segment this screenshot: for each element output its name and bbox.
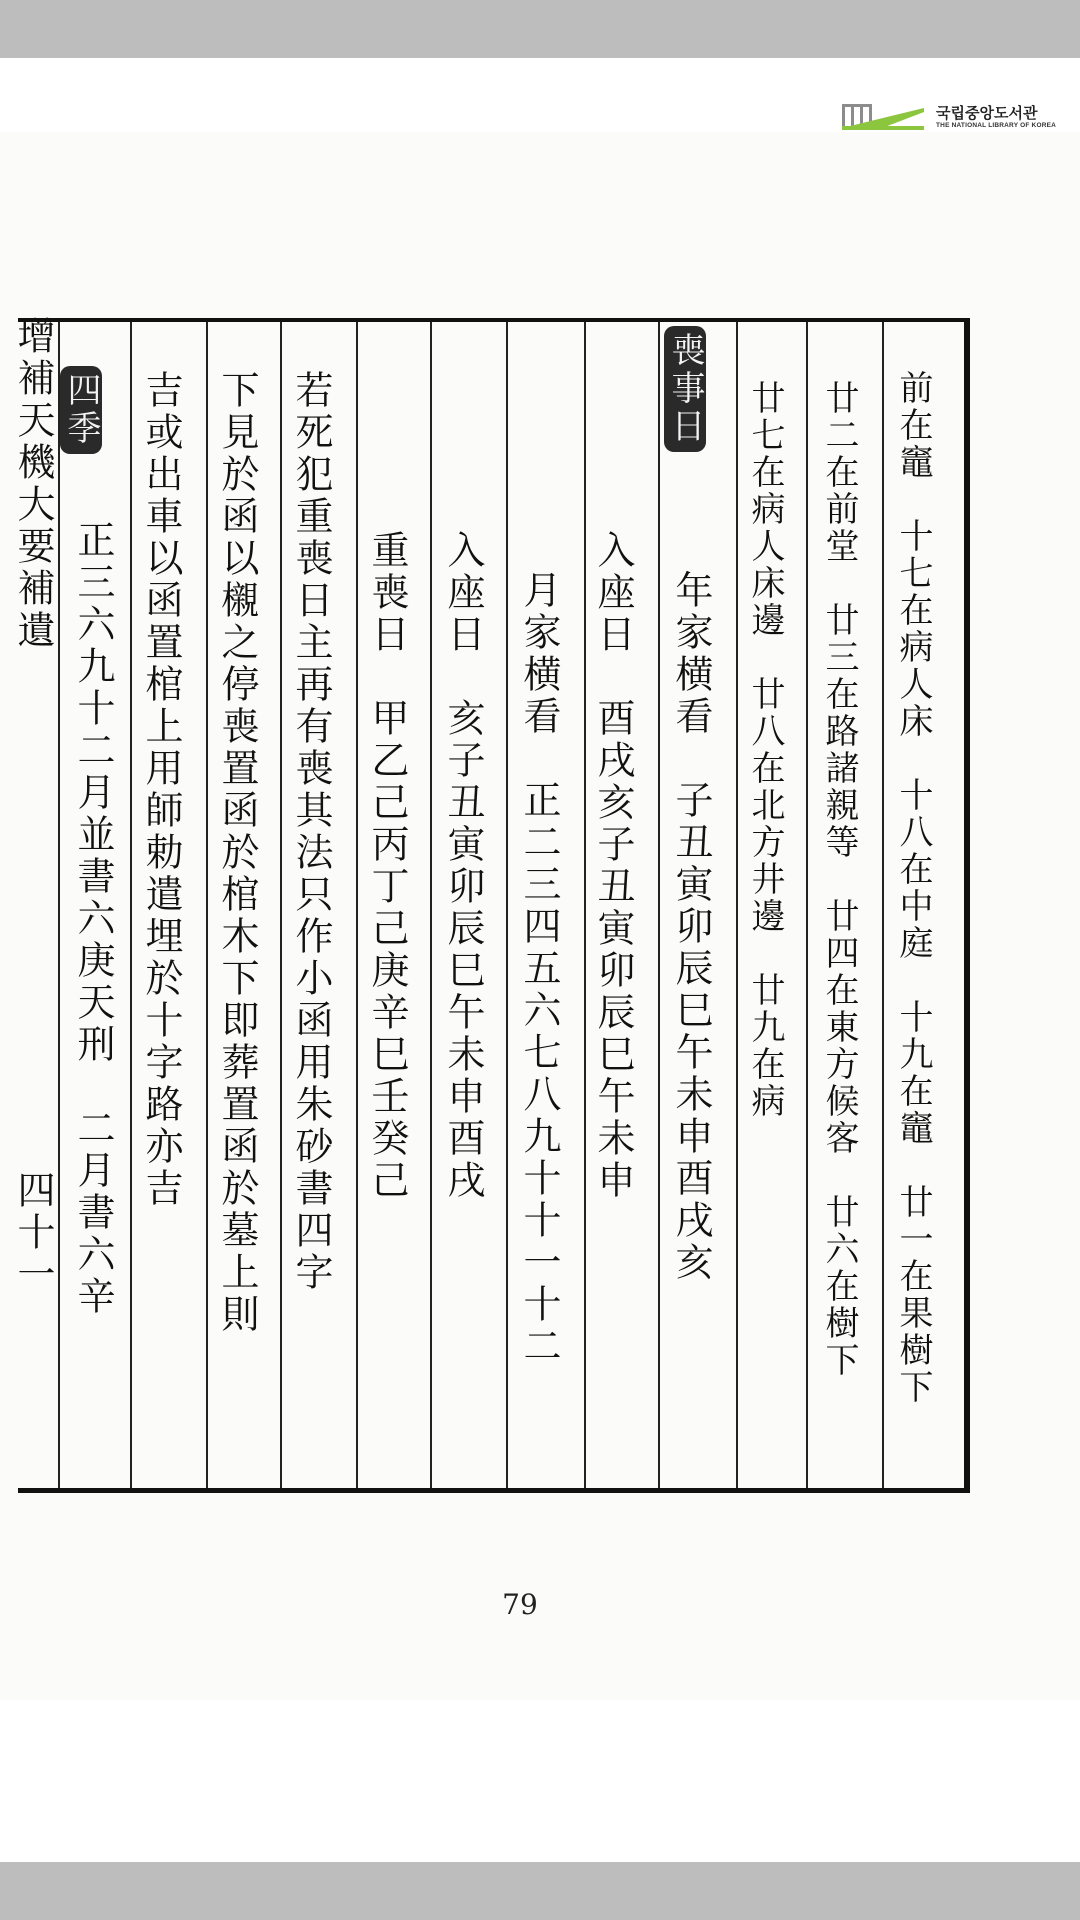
text-column: 正三六九十二月並書六庚天刑 二月書六辛 <box>71 520 115 1318</box>
bottom-bar <box>0 1862 1080 1920</box>
text-column: 月家横看 正二三四五六七八九十十一十二 <box>517 570 561 1368</box>
column-rule <box>658 322 660 1488</box>
page-number: 79 <box>502 1588 538 1621</box>
text-column: 廿七在病人床邊 廿八在北方井邊 廿九在病 <box>745 380 785 1120</box>
text-column: 前在竈 十七在病人床 十八在中庭 十九在竈 廿一在果樹下 <box>893 370 933 1406</box>
text-column: 入座日 亥子丑寅卯辰巳午未申酉戌 <box>441 530 485 1202</box>
column-rule <box>130 322 132 1488</box>
column-rule <box>806 322 808 1488</box>
text-column: 下見於函以櫬之停喪置函於棺木下即葬置函於墓上則 <box>215 370 259 1336</box>
folio-number: 四十一 <box>11 1170 55 1296</box>
column-rule <box>430 322 432 1488</box>
library-logo <box>842 100 1062 136</box>
column-rule <box>206 322 208 1488</box>
frame-border-bottom <box>18 1488 970 1493</box>
frame-border-top <box>18 318 970 322</box>
text-column: 重喪日 甲乙己丙丁己庚辛巳壬癸己 <box>365 530 409 1202</box>
column-rule <box>882 322 884 1488</box>
top-bar <box>0 0 1080 58</box>
column-rule <box>280 322 282 1488</box>
text-column: 廿二在前堂 廿三在路諸親等 廿四在東方候客 廿六在樹下 <box>819 380 859 1379</box>
frame-border-right <box>964 318 970 1493</box>
book-title-margin: 增補天機大要補遺 <box>11 316 55 652</box>
section-seal-label: 喪事日 <box>664 326 706 452</box>
library-logo-icon <box>842 102 924 132</box>
section-seal-label: 四季 <box>60 366 102 454</box>
column-rule <box>584 322 586 1488</box>
text-column: 若死犯重喪日主再有喪其法只作小函用朱砂書四字 <box>289 370 333 1294</box>
column-rule <box>506 322 508 1488</box>
text-column: 年家横看 子丑寅卯辰巳午未申酉戌亥 <box>669 570 713 1284</box>
text-column: 吉或出車以函置棺上用師勅遣埋於十字路亦吉 <box>139 370 183 1210</box>
column-rule <box>58 322 60 1488</box>
column-rule <box>356 322 358 1488</box>
text-column: 入座日 酉戌亥子丑寅卯辰巳午未申 <box>591 530 635 1202</box>
library-name-korean: 국립중앙도서관 <box>936 104 1038 122</box>
library-name-english: THE NATIONAL LIBRARY OF KOREA <box>936 122 1057 129</box>
column-rule <box>736 322 738 1488</box>
